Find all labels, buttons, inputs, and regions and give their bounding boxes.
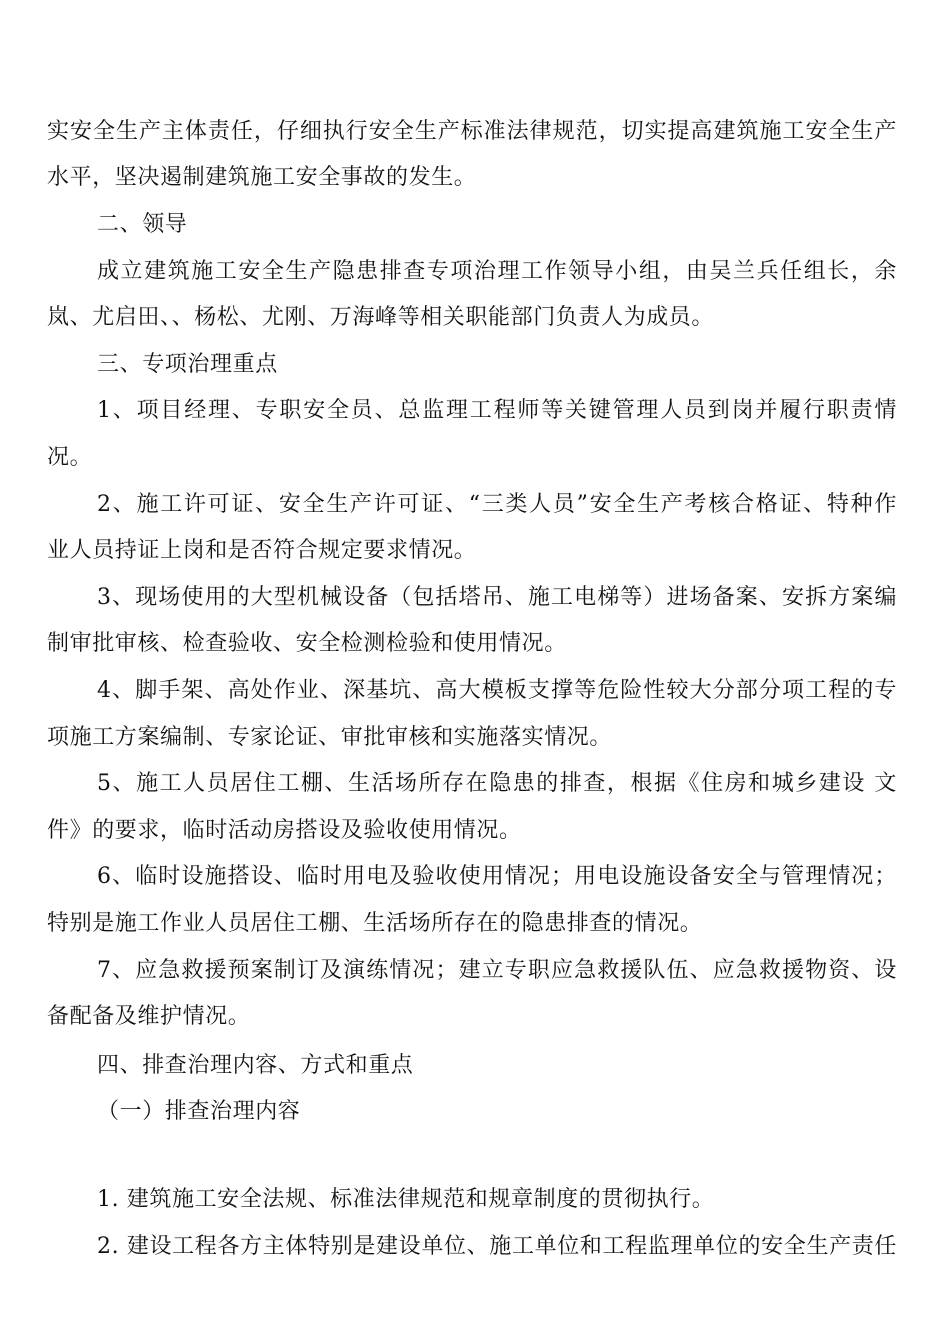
- list-item-line: 7、应急救援预案制订及演练情况；建立专职应急救援队伍、应急救援物资、设: [97, 958, 897, 983]
- body-text-line: 岚、尤启田、、杨松、尤刚、万海峰等相关职能部门负责人为成员。: [47, 305, 715, 330]
- subsection-heading: （一）排查治理内容: [97, 1099, 301, 1124]
- section-heading-focus: 三、专项治理重点: [97, 352, 278, 377]
- body-text-line: 成立建筑施工安全生产隐患排查专项治理工作领导小组，由吴兰兵任组长，余: [97, 259, 897, 284]
- body-text-line: 实安全生产主体责任，仔细执行安全生产标准法律规范，切实提高建筑施工安全生产: [47, 119, 897, 144]
- list-item-line: 4、脚手架、高处作业、深基坑、高大模板支撑等危险性较大分部分项工程的专: [97, 678, 897, 703]
- section-heading-content: 四、排查治理内容、方式和重点: [97, 1053, 414, 1078]
- list-item-line: 业人员持证上岗和是否符合规定要求情况。: [47, 538, 477, 563]
- list-item-line: 2、施工许可证、安全生产许可证、“三类人员”安全生产考核合格证、特种作: [97, 492, 897, 517]
- section-heading-leadership: 二、领导: [97, 212, 188, 237]
- list-item-line: 1、项目经理、专职安全员、总监理工程师等关键管理人员到岗并履行职责情: [97, 398, 897, 423]
- list-item-line: 制审批审核、检查验收、安全检测检验和使用情况。: [47, 631, 567, 656]
- numbered-item-line: 1. 建筑施工安全法规、标准法律规范和规章制度的贯彻执行。: [97, 1187, 715, 1212]
- list-item-line: 况。: [47, 445, 93, 470]
- numbered-item-line: 2. 建设工程各方主体特别是建设单位、施工单位和工程监理单位的安全生产责任: [97, 1234, 897, 1259]
- list-item-line: 3、现场使用的大型机械设备（包括塔吊、施工电梯等）进场备案、安拆方案编: [97, 585, 897, 610]
- list-item-line: 件》的要求，临时活动房搭设及验收使用情况。: [47, 818, 522, 843]
- list-item-line: 5、施工人员居住工棚、生活场所存在隐患的排查，根据《住房和城乡建设 文: [97, 771, 897, 796]
- list-item-line: 项施工方案编制、专家论证、审批审核和实施落实情况。: [47, 725, 613, 750]
- body-text-line: 水平，坚决遏制建筑施工安全事故的发生。: [47, 165, 477, 190]
- list-item-line: 特别是施工作业人员居住工棚、生活场所存在的隐患排查的情况。: [47, 911, 703, 936]
- list-item-line: 备配备及维护情况。: [47, 1004, 251, 1029]
- list-item-line: 6、临时设施搭设、临时用电及验收使用情况；用电设施设备安全与管理情况；: [97, 864, 897, 889]
